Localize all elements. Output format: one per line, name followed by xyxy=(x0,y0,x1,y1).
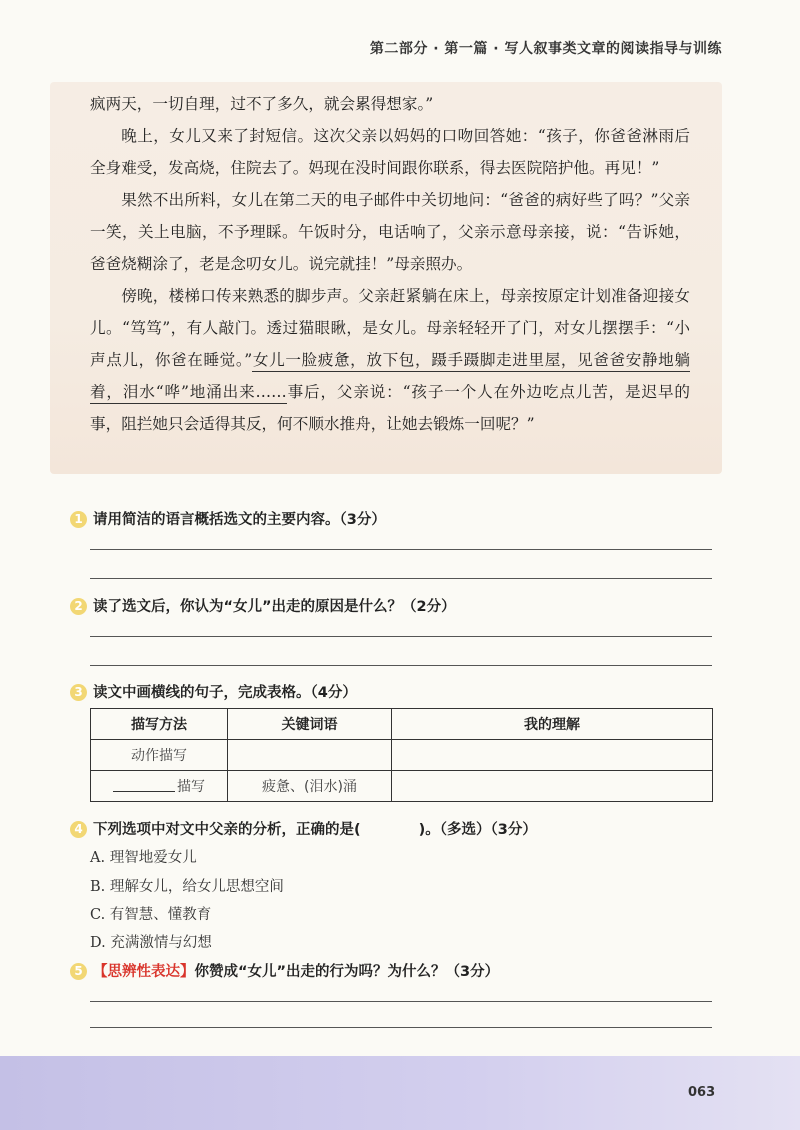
question-3 xyxy=(70,681,357,702)
fill-blank[interactable] xyxy=(113,779,175,792)
question-1-text: 请用简洁的语言概括选文的主要内容。（3分） xyxy=(93,512,386,528)
question-number-badge: 1 xyxy=(70,511,87,528)
question-3-text: 读文中画横线的句子，完成表格。（4分） xyxy=(93,685,357,701)
passage-paragraph-4-start: 傍晚，楼梯口传来熟悉的脚步声。父亲赶紧躺在床上，母亲按原定计划准备迎接女儿。“笃笃”，有人敲门。透过猫眼瞅，是女儿。母亲轻轻开了门，对女儿摆摆手：“小声点儿，你爸在睡觉。” xyxy=(90,287,690,369)
analysis-table xyxy=(90,708,713,802)
table-cell xyxy=(91,771,228,802)
question-number-badge: 4 xyxy=(70,821,87,838)
option-c[interactable]: C. 有智慧、懂教育 xyxy=(90,907,212,923)
answer-line[interactable] xyxy=(90,636,712,637)
answer-line[interactable] xyxy=(90,578,712,579)
question-number-badge: 3 xyxy=(70,684,87,701)
table-cell: 动作描写 xyxy=(91,740,228,771)
table-header: 我的理解 xyxy=(392,709,713,740)
question-number-badge: 2 xyxy=(70,598,87,615)
question-2 xyxy=(70,595,456,616)
passage-paragraph-2: 晚上，女儿又来了封短信。这次父亲以妈妈的口吻回答她：“孩子，你爸爸淋雨后全身难受，发高烧，住院去了。妈现在没时间跟你联系，得去医院陪护他。再见！” xyxy=(90,127,690,177)
passage-paragraph-3: 果然不出所料，女儿在第二天的电子邮件中关切地问：“爸爸的病好些了吗？”父亲一笑，关上电脑，不予理睬。午饭时分，电话响了，父亲示意母亲接，说：“告诉她，爸爸烧糊涂了，老是念叨女儿。说完就挂！”母亲照办。 xyxy=(90,191,690,273)
answer-line[interactable] xyxy=(90,1001,712,1002)
option-b[interactable]: B. 理解女儿，给女儿思想空间 xyxy=(90,879,284,895)
table-cell-input[interactable] xyxy=(228,740,392,771)
passage-paragraph-1: 疯两天，一切自理，过不了多久，就会累得想家。” xyxy=(90,95,434,113)
footer-band xyxy=(0,1056,800,1130)
underlined-sentence: 女儿一脸疲惫，放下包，蹑手蹑脚走进里屋，见爸爸安静地躺着，泪水“哗”地涌出来…… xyxy=(90,351,690,404)
passage-paragraph-4 xyxy=(90,280,690,440)
table-header: 描写方法 xyxy=(91,709,228,740)
option-d[interactable]: D. 充满激情与幻想 xyxy=(90,935,212,951)
critical-thinking-tag: 【思辨性表达】 xyxy=(93,964,195,980)
answer-line[interactable] xyxy=(90,665,712,666)
question-4 xyxy=(70,818,537,839)
table-cell: 疲惫、(泪水)涌 xyxy=(228,771,392,802)
question-1 xyxy=(70,508,386,529)
table-cell-input[interactable] xyxy=(392,771,713,802)
table-header: 关键词语 xyxy=(228,709,392,740)
table-row xyxy=(91,740,713,771)
question-5-text: 你赞成“女儿”出走的行为吗？为什么？（3分） xyxy=(194,964,500,980)
option-a[interactable]: A. 理智地爱女儿 xyxy=(90,850,197,866)
table-cell-label: 描写 xyxy=(177,779,205,795)
passage xyxy=(90,88,690,440)
page-header: 第二部分 · 第一篇 · 写人叙事类文章的阅读指导与训练 xyxy=(369,41,722,57)
question-2-text: 读了选文后，你认为“女儿”出走的原因是什么？（2分） xyxy=(93,599,456,615)
table-header-row xyxy=(91,709,713,740)
page-number: 063 xyxy=(688,1085,716,1100)
question-5 xyxy=(70,960,499,981)
table-cell-input[interactable] xyxy=(392,740,713,771)
answer-line[interactable] xyxy=(90,1027,712,1028)
question-4-text: 下列选项中对文中父亲的分析，正确的是( )。（多选）（3分） xyxy=(93,822,537,838)
passage-paragraph-4-end: 事后，父亲说：“孩子一个人在外边吃点儿苦，是迟早的事，阻拦她只会适得其反，何不顺水推舟，让她去锻炼一回呢？” xyxy=(90,383,690,433)
table-row xyxy=(91,771,713,802)
answer-line[interactable] xyxy=(90,549,712,550)
question-number-badge: 5 xyxy=(70,963,87,980)
